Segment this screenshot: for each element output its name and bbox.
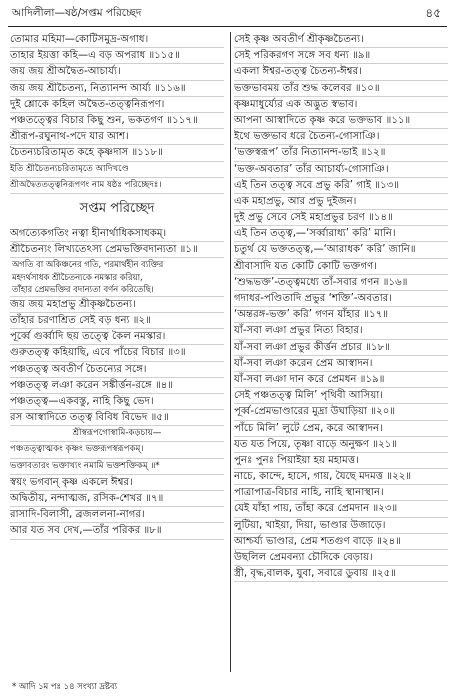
verse-line: লুটিয়া, খাইয়া, দিয়া, ভাণ্ডার উজাড়ে।: [234, 518, 448, 534]
page-number: ৪৫: [425, 6, 441, 20]
verse-line: এই তিন তত্ত্ব সবে প্রভু করি’ গাই ॥১৩॥: [234, 178, 448, 194]
verse-line: ভক্তভাবময় তাঁর শুদ্ধ কলেবর ॥১০॥: [234, 81, 448, 97]
note-line: তাঁহার প্রেমভক্তির বদান্যতা বর্ণন করিতেছি।: [12, 284, 154, 295]
column-divider: [230, 32, 231, 672]
verse-line: রাসাদি-বিলাসী, ব্রজললনা-নাগর।: [10, 507, 224, 523]
verse-line: সেই পরিকরগণ সঙ্গে সব ধন্য ॥৯॥: [234, 48, 448, 64]
verse-line: ‘ভক্ত-অবতার’ তাঁর আচার্য্য-গোসাঞি।: [234, 162, 448, 178]
verse-line: এক মহাপ্রভু, আর প্রভু দুইজন।: [234, 194, 448, 210]
verse-line: ভক্তাবতারং ভক্তাখ্যং নমামি ভক্তশক্তিকম্ ॥*: [10, 459, 224, 475]
verse-line: জয় জয় শ্রীঅদ্বৈত-আচার্য্য।: [10, 64, 224, 80]
sanskrit-line: অগত্যেকগতিং নত্বা হীনার্থাধিকসাধকম্।: [10, 226, 224, 242]
verse-line: শ্রীরূপ-রঘুনাথ-পদে যার আশ।: [10, 129, 224, 145]
verse-line: পঞ্চতত্ত্বের বিচার কিছু শুন, ভকতগণ ॥১১৭॥: [10, 113, 224, 129]
verse-line: নাচে, কান্দে, হাসে, গায়, যৈছে মদমত্ত ॥২২॥: [234, 469, 448, 485]
right-verses: [234, 32, 448, 582]
note-line: অগতি বা অকিঞ্চনের গতি, পরমার্থহীন ব্যক্তির: [12, 259, 164, 270]
right-column: [234, 32, 448, 672]
page-header: [8, 4, 447, 27]
verse-line: পুনঃ পুনঃ পিয়াইয়া হয় মহামত্ত।: [234, 453, 448, 469]
sanskrit-invocation: [10, 226, 224, 258]
verse-line: সেই কৃষ্ণ অবতীর্ণ শ্রীকৃষ্ণচৈতন্য।: [234, 32, 448, 48]
verse-line: চতুর্থ যে ভক্ততত্ত্ব,—‘আরাধক’ করি’ জানি॥: [234, 242, 448, 258]
verse-line: যাঁ-সবা লঞা প্রভুর নিত্য বিহার।: [234, 323, 448, 339]
verse-line: যাঁ-সবা লঞা প্রভুর কীর্ত্তন প্রচার ॥১৮॥: [234, 340, 448, 356]
verse-line: ‘অন্তরঙ্গ-ভক্ত’ করি’ গণন যাঁহার ॥১৭॥: [234, 307, 448, 323]
verse-line: আশ্চর্য্য ভাণ্ডার, প্রেম শতগুণ বাড়ে ॥২৪॥: [234, 534, 448, 550]
verse-line: ইথে ভক্তভাব ধরে চৈতন্য-গোসাঞি।: [234, 129, 448, 145]
footnote: * আদি ১ম পঃ ১৪ সংখ্যা দ্রষ্টব্য: [12, 681, 117, 691]
verse-line: কৃষ্ণমাধুর্য্যের এক অদ্ভুত স্বভাব।: [234, 97, 448, 113]
verse-line: এই তিন তত্ত্ব,—‘সর্ব্বারাধ্য’ করি’ মানি।: [234, 226, 448, 242]
verse-line: জয় জয় মহাপ্রভু শ্রীকৃষ্ণচৈতন্য।: [10, 297, 224, 313]
verse-line: যেই যাঁহা পায়, তাঁহা করে প্রেমদান ॥২৩॥: [234, 501, 448, 517]
verse-translation-note: [10, 258, 224, 297]
two-column-body: [8, 32, 447, 672]
verse-line: দুই শ্লোকে কহিল অদ্বৈত-তত্ত্বনিরূপণ।: [10, 97, 224, 113]
verse-line: পঞ্চতত্ত্ব অবতীর্ণ চৈতন্যের সঙ্গে।: [10, 362, 224, 378]
verse-line: যাঁ-সবা লঞা করেন প্রেম আস্বাদন।: [234, 356, 448, 372]
verse-line: স্বয়ং ভগবান্ কৃষ্ণ একলে ঈশ্বর।: [10, 475, 224, 491]
verse-line: তাঁহার চরণাশ্রিত সেই বড় ধন্য ॥২॥: [10, 313, 224, 329]
verse-line: দুই প্রভু সেবে সেই মহাপ্রভুর চরণ ॥১৪॥: [234, 210, 448, 226]
verse-line: পঞ্চতত্ত্ব লঞা করেন সঙ্কীর্ত্তন-রঙ্গে ॥৪॥: [10, 378, 224, 394]
verse-line: যত যত পিয়ে, তৃষ্ণা বাড়ে অনুক্ষণ ॥২১॥: [234, 437, 448, 453]
verse-line: পঞ্চতত্ত্ব—একবস্তু, নাহি কিছু ভেদ।: [10, 394, 224, 410]
verse-line: পাঁচে মিলি’ লুটে প্রেম, করে আস্বাদন।: [234, 421, 448, 437]
sanskrit-line: শ্রীচৈতন্যং লিখ্যতেঽস্য প্রেমভক্তিবদান্যতা ॥১॥: [10, 242, 224, 258]
verse-line: স্ত্রী, বৃদ্ধ,বালক, যুবা, সবারে ডুবায় ॥২৫॥: [234, 566, 448, 582]
verse-line: গদাধর-পণ্ডিতাদি প্রভুর ‘শক্তি’-অবতার।: [234, 291, 448, 307]
verse-line: পূর্ব্ব-প্রেমভাণ্ডারের মুদ্রা উঘাড়িয়া ॥২০॥: [234, 404, 448, 420]
running-head: আদিলীলা—ষষ্ঠ/সপ্তম পরিচ্ছেদ: [12, 7, 142, 19]
verse-line: উছলিল প্রেমবন্যা চৌদিকে বেড়ায়।: [234, 550, 448, 566]
verse-line: আর যত সব দেখ,—তাঁর পরিকর ॥৮॥: [10, 523, 224, 539]
verse-line: তোমার মহিমা—কোটিসমুদ্র-অগাধ।: [10, 32, 224, 48]
verse-line: একলা ঈশ্বর-তত্ত্ব চৈতন্য-ঈশ্বর।: [234, 64, 448, 80]
chapter-six-ending: [10, 32, 224, 194]
left-verses: [10, 297, 224, 540]
verse-line: শ্রীস্বরূপগোস্বামি-কড়চায়—: [10, 426, 224, 442]
chapter-title: সপ্তম পরিচ্ছেদ: [79, 200, 155, 216]
verse-line: পূর্ব্বে গুর্ব্বাদি ছয় তত্ত্বে কৈল নমস্কার।: [10, 329, 224, 345]
verse-line: রস আস্বাদিতে তত্ত্ব বিবিধ বিভেদ ॥৫॥: [10, 410, 224, 426]
verse-line: গুরুতত্ত্ব কহিয়াছি, এবে পাঁচের বিচার ॥৩॥: [10, 345, 224, 361]
verse-line: যাঁ-সবা লঞা দান করে প্রেমধন ॥১৯॥: [234, 372, 448, 388]
verse-line: ইতি শ্রীচৈতন্যচরিতামৃতে আদিখণ্ডে: [10, 162, 224, 178]
verse-line: শ্রীবাসাদি যত কোটি কোটি ভক্তগণ।: [234, 259, 448, 275]
verse-line: অদ্বিতীয়, নন্দাত্মজ, রসিক-শেখর ॥৭॥: [10, 491, 224, 507]
left-column: [10, 32, 224, 672]
verse-line: ‘শুদ্ধভক্ত’-তত্ত্বমধ্যে তাঁ-সবার গণন ॥১৬॥: [234, 275, 448, 291]
verse-line: পাত্রাপাত্র-বিচার নাহি, নাহি স্থানাস্থান।: [234, 485, 448, 501]
verse-line: জয় জয় শ্রীচৈতন্য, নিত্যানন্দ আর্য্য ॥১১৬॥: [10, 81, 224, 97]
verse-line: শ্রীঅদ্বৈততত্ত্বনিরূপণং নাম ষষ্ঠঃ পরিচ্ছেদঃ।: [10, 178, 224, 194]
note-line: মহদর্থসাধক শ্রীচৈতন্যকে নমস্কার করিয়া,: [12, 271, 143, 282]
verse-line: সেই পঞ্চতত্ত্ব মিলি’ পৃথিবী আসিয়া।: [234, 388, 448, 404]
verse-line: আপনা আস্বাদিতে কৃষ্ণ করে ভক্তভাব ॥১১॥: [234, 113, 448, 129]
verse-line: পঞ্চতত্ত্বাত্মকং কৃষ্ণং ভক্তরূপস্বরূপকম্।: [10, 442, 224, 458]
verse-line: তাহার ইয়ত্তা কহি—এ বড় অপরাধ ॥১১৫॥: [10, 48, 224, 64]
verse-line: ‘ভক্তস্বরূপ’ তাঁর নিত্যানন্দ-ভাই ॥১২॥: [234, 145, 448, 161]
verse-line: চৈতন্যচরিতামৃত কহে কৃষ্ণদাস ॥১১৮॥: [10, 145, 224, 161]
